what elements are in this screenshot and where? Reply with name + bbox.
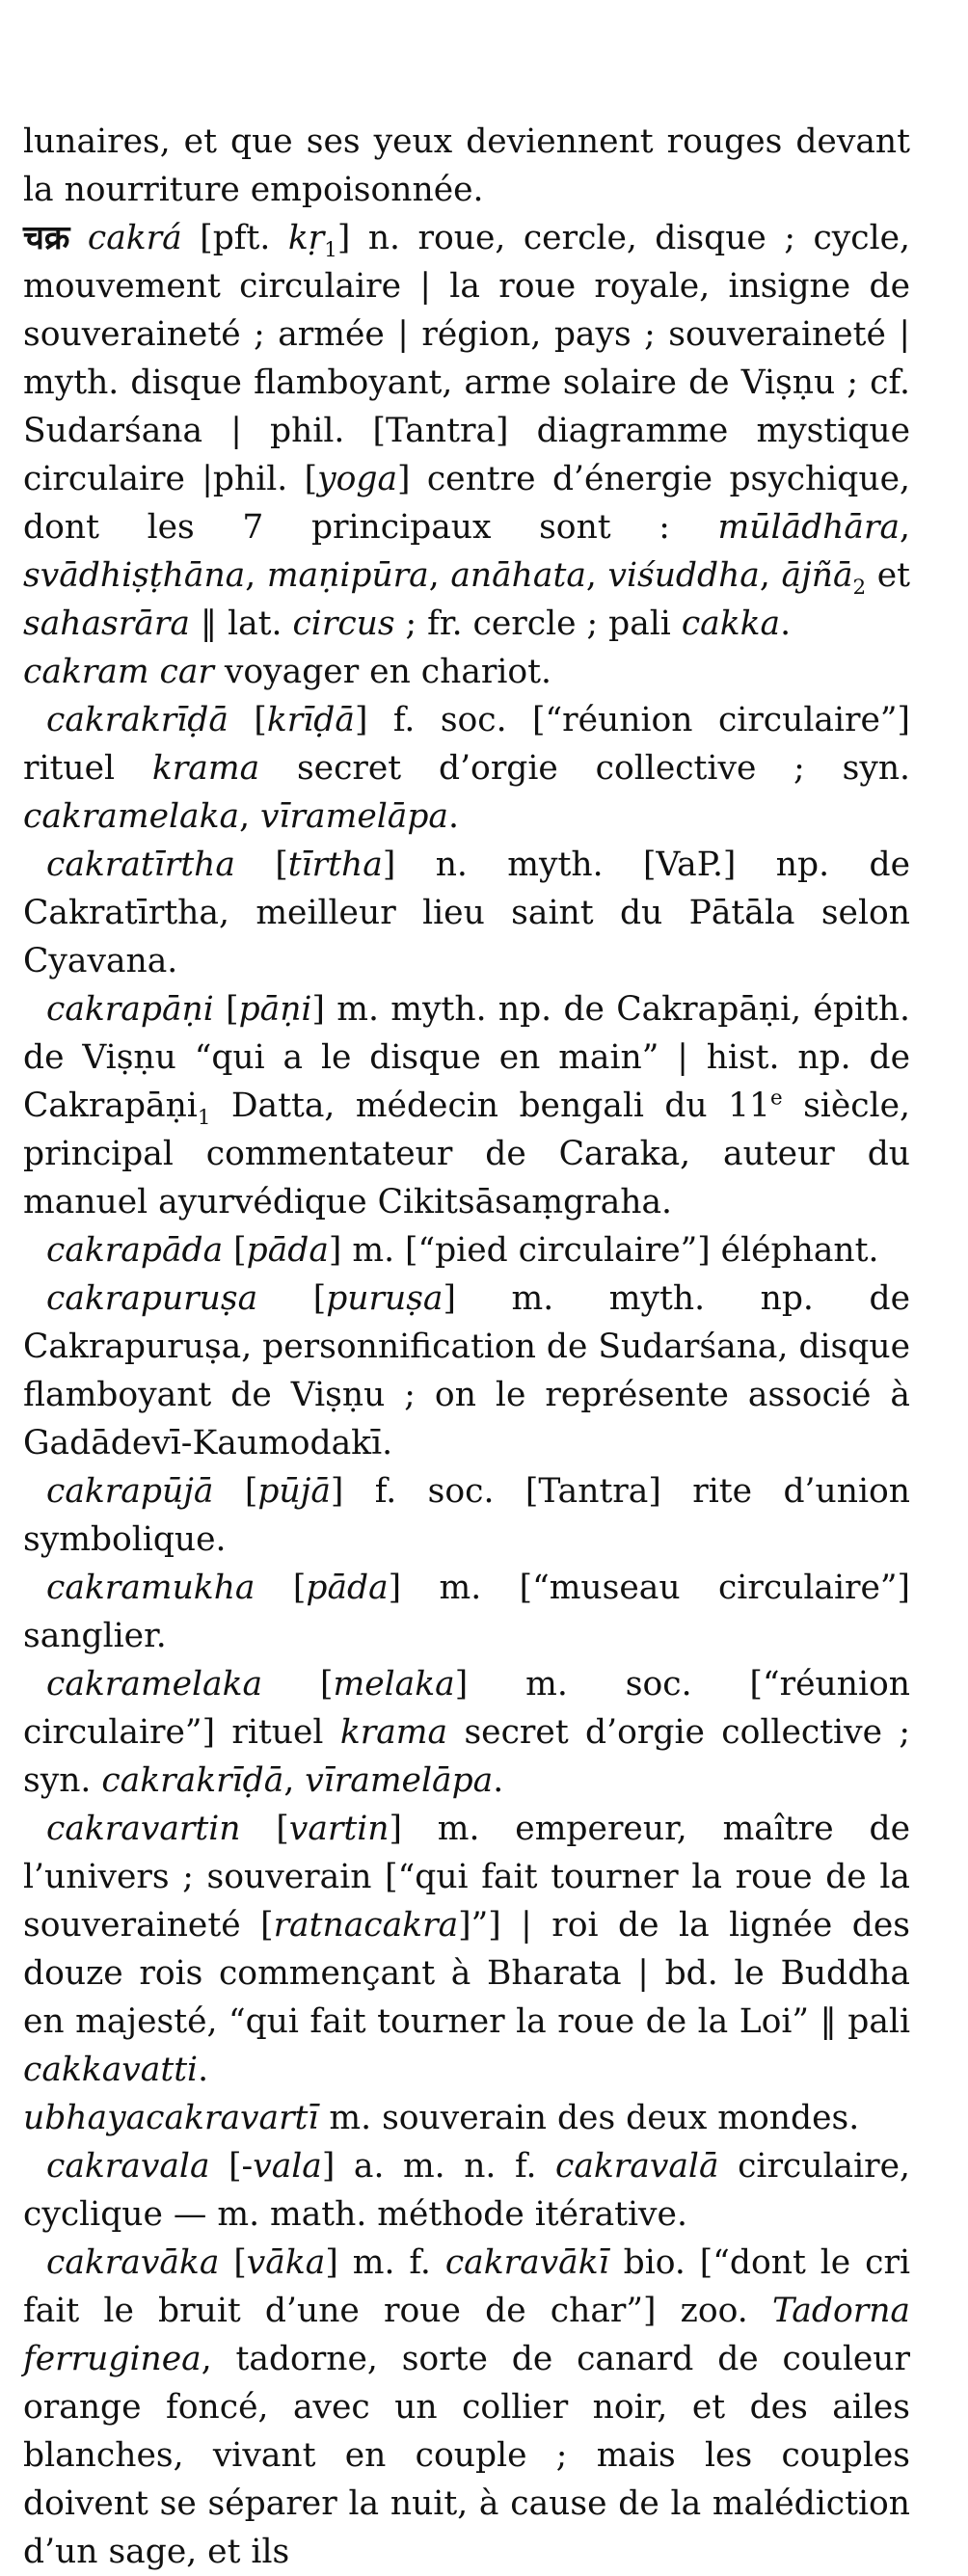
entry-text: , — [245, 556, 267, 595]
italic-term: cakramelaka — [23, 797, 240, 836]
italic-term: pāṇi — [238, 990, 312, 1029]
italic-term: vīramelāpa — [305, 1761, 494, 1800]
dictionary-entry — [23, 2094, 910, 2142]
entry-text: , — [900, 508, 910, 547]
entry-text: ] m. [“pied circulaire”] éléphant. — [328, 1231, 879, 1270]
entry-text: circulaire, cyclique — m. math. méthode itérative. — [23, 2147, 910, 2234]
dictionary-entry — [23, 1226, 910, 1275]
entry-text: ] a. m. n. f. — [321, 2147, 555, 2186]
entry-text: bio. [“dont le cri fait le bruit d’une roue de char”] zoo. — [23, 2243, 911, 2330]
dictionary-entry — [23, 2142, 910, 2239]
entry-text: , — [759, 556, 782, 595]
dictionary-entry — [23, 841, 910, 985]
italic-term: cakrakrīḍā — [46, 701, 229, 739]
italic-term: ratnacakra — [273, 1906, 459, 1945]
italic-term: cakrá — [87, 219, 182, 257]
italic-term: ubhayacakravartī — [23, 2099, 319, 2137]
italic-term: vāka — [246, 2243, 326, 2282]
italic-term: vartin — [288, 1810, 390, 1848]
italic-term: mūlādhāra — [717, 508, 901, 547]
dictionary-entry — [23, 1660, 910, 1805]
entry-text: [ — [228, 701, 267, 739]
italic-term: krama — [339, 1713, 448, 1752]
entry-text: ] m. empereur, maître de l’univers ; souverain [“qui fait tourner la roue de la souveraineté [ — [23, 1810, 910, 1945]
index-mark: 1 — [197, 1105, 211, 1130]
entry-text: secret d’orgie collective ; syn. — [259, 749, 911, 788]
entry-text: [ — [240, 1810, 289, 1848]
dictionary-entry — [23, 696, 910, 841]
italic-term: pūjā — [257, 1472, 331, 1511]
dictionary-entry — [23, 1467, 910, 1564]
index-mark: 1 — [324, 237, 337, 262]
dictionary-entry — [23, 1805, 910, 2094]
entry-text: ] m. soc. [“réunion circulaire”] rituel — [23, 1665, 910, 1752]
italic-term: viśuddha — [607, 556, 760, 595]
entry-text: . — [198, 2051, 209, 2089]
devanagari-headword: चक्र — [23, 219, 70, 257]
entry-text: ] m. f. — [325, 2243, 445, 2282]
entry-text — [69, 219, 87, 257]
dictionary-entry — [23, 1564, 910, 1660]
dictionary-entry — [23, 118, 910, 214]
entry-text: [- — [209, 2147, 254, 2186]
italic-term: cakram car — [23, 653, 214, 691]
italic-term: cakravākī — [444, 2243, 609, 2282]
italic-term: Tadorna ferruginea — [23, 2292, 910, 2378]
entry-text: . — [780, 604, 792, 643]
italic-term: vīramelāpa — [260, 797, 448, 836]
entry-text: [pft. — [181, 219, 288, 257]
italic-term: vala — [253, 2147, 322, 2186]
italic-term: pāda — [246, 1231, 329, 1270]
italic-term: cakka — [681, 604, 781, 643]
dictionary-entry — [23, 648, 910, 696]
entry-text: ] n. myth. [VaP.] np. de Cakratīrtha, meilleur lieu saint du Pātāla selon Cyavana. — [23, 845, 910, 980]
entry-text: , tadorne, sorte de canard de couleur orange foncé, avec un collier noir, et des ailes blanches, vivant en couple ; mais les couples doivent se séparer la nuit, à cause de la malédiction d’un sage, et ils — [23, 2340, 910, 2571]
entry-text: [ — [262, 1665, 334, 1704]
entry-text: [ — [234, 845, 288, 884]
entry-text: [ — [257, 1279, 327, 1318]
entry-text: lunaires, et que ses yeux deviennent rouges devant la nourriture empoisonnée. — [23, 122, 910, 209]
entry-text: ] centre d’énergie psychique, dont les 7 principaux sont : — [23, 460, 910, 547]
italic-term: circus — [292, 604, 395, 643]
entry-text: [ — [219, 2243, 247, 2282]
italic-term: cakramelaka — [46, 1665, 263, 1704]
entry-text: voyager en chariot. — [213, 653, 552, 691]
entry-text: , — [585, 556, 608, 595]
italic-term: cakrapuruṣa — [46, 1279, 258, 1318]
entry-text: , — [283, 1761, 306, 1800]
entry-text: ; fr. cercle ; pali — [394, 604, 682, 643]
entry-text: ] f. soc. [“réunion circulaire”] rituel — [23, 701, 910, 788]
italic-term: puruṣa — [326, 1279, 444, 1318]
entry-text: , — [428, 556, 451, 595]
entry-text: siècle, principal commentateur de Caraka, auteur du manuel ayurvédique Cikitsāsaṃgraha. — [23, 1087, 910, 1221]
entry-text: m. souverain des deux mondes. — [318, 2099, 860, 2137]
index-mark: 2 — [852, 575, 867, 600]
dictionary-entry — [23, 214, 910, 648]
entry-text: [ — [213, 1472, 258, 1511]
italic-term: cakrakrīḍā — [101, 1761, 284, 1800]
italic-term: cakravartin — [46, 1810, 241, 1848]
dictionary-entry — [23, 985, 910, 1226]
italic-term: ājñā — [781, 556, 853, 595]
dictionary-entry — [23, 2239, 910, 2576]
entry-text: . — [493, 1761, 504, 1800]
italic-term: melaka — [333, 1665, 455, 1704]
italic-term: kṛ — [287, 219, 325, 257]
entry-text: [ — [213, 990, 239, 1029]
italic-term: pāda — [306, 1569, 389, 1607]
entry-text: secret d’orgie collective ; syn. — [23, 1713, 910, 1800]
entry-text: ] f. soc. [Tantra] rite d’union symbolique. — [23, 1472, 910, 1559]
entry-text: ] m. myth. np. de Cakrapuruṣa, personnification de Sudarśana, disque flamboyant de Viṣṇu ; on le représente associé à Gadādevī-Kaumodakī. — [23, 1279, 910, 1462]
italic-term: cakrapūjā — [46, 1472, 214, 1511]
entry-text: ‖ lat. — [189, 604, 293, 643]
entry-text: Datta, médecin bengali du 11 — [210, 1087, 770, 1125]
italic-term: tīrtha — [287, 845, 383, 884]
index-mark: e — [770, 1086, 783, 1111]
italic-term: anāhata — [450, 556, 586, 595]
italic-term: sahasrāra — [23, 604, 190, 643]
italic-term: krama — [151, 749, 260, 788]
entry-text: . — [448, 797, 459, 836]
italic-term: maṇipūra — [266, 556, 429, 595]
entry-text: ] m. myth. np. de Cakrapāṇi, épith. de Viṣṇu “qui a le disque en main” | hist. np. de Cakrapāṇi — [23, 990, 910, 1125]
italic-term: cakravala — [46, 2147, 210, 2186]
italic-term: cakravalā — [555, 2147, 719, 2186]
italic-term: cakrapāṇi — [46, 990, 214, 1029]
dictionary-entry — [23, 1275, 910, 1467]
italic-term: yoga — [317, 460, 398, 498]
entry-text: ] m. [“museau circulaire”] sanglier. — [23, 1569, 910, 1655]
italic-term: cakramukha — [46, 1569, 255, 1607]
entry-text: ]”] | roi de la lignée des douze rois commençant à Bharata | bd. le Buddha en majesté, “qui fait tourner la roue de la Loi” ‖ pali — [23, 1906, 911, 2041]
entry-text: , — [239, 797, 261, 836]
italic-term: cakratīrtha — [46, 845, 235, 884]
italic-term: cakrapāda — [46, 1231, 224, 1270]
entry-text: et — [866, 556, 911, 595]
entry-text: ] n. roue, cercle, disque ; cycle, mouvement circulaire | la roue royale, insigne de souveraineté ; armée | région, pays ; souveraineté | myth. disque flamboyant, arme solaire de Viṣṇu ; cf. Sudarśana | phil. [Tantra] diagramme mystique circulaire |phil. [ — [23, 219, 910, 498]
italic-term: cakravāka — [46, 2243, 220, 2282]
entry-text: [ — [223, 1231, 247, 1270]
italic-term: cakkavatti — [23, 2051, 199, 2089]
italic-term: krīḍā — [266, 701, 355, 739]
entry-text: [ — [255, 1569, 307, 1607]
italic-term: svādhiṣṭhāna — [23, 556, 246, 595]
